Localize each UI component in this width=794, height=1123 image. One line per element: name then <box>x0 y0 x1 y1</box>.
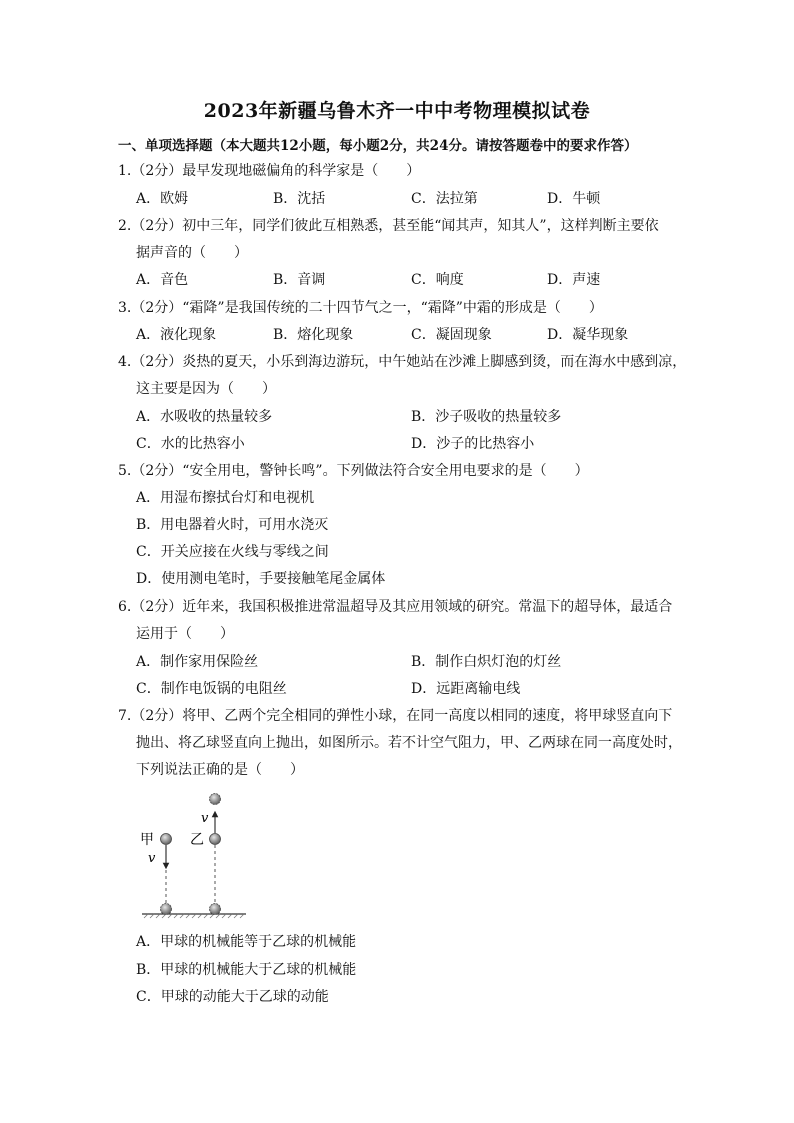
q2-option-c: C．响度 <box>411 272 464 288</box>
question-2-stem-line1: 2.（2分）初中三年，同学们彼此互相熟悉，甚至能“闻其声，知其人”，这样判断主要依 <box>118 218 659 234</box>
question-4-stem-line1: 4.（2分）炎热的夏天，小乐到海边游玩，中午她站在沙滩上脚感到烫，而在海水中感到凉， <box>118 354 687 370</box>
label-yi: 乙 <box>190 832 204 848</box>
question-5-stem: 5.（2分）“安全用电，警钟长鸣”。下列做法符合安全用电要求的是（ ） <box>118 463 589 479</box>
q1-option-a: A．欧姆 <box>136 191 189 207</box>
question-7-stem-line3: 下列说法正确的是（ ） <box>136 762 304 778</box>
q2-option-d: D．声速 <box>547 272 601 288</box>
q7-figure-svg <box>128 786 258 926</box>
q5-option-a: A．用湿布擦拭台灯和电视机 <box>136 490 315 506</box>
q7-option-c: C．甲球的动能大于乙球的动能 <box>136 989 329 1005</box>
q5-option-c: C．开关应接在火线与零线之间 <box>136 544 329 560</box>
q4-option-b: B．沙子吸收的热量较多 <box>411 409 562 425</box>
q3-option-a: A．液化现象 <box>136 327 217 343</box>
q4-option-c: C．水的比热容小 <box>136 436 245 452</box>
q6-option-b: B．制作白炽灯泡的灯丝 <box>411 654 562 670</box>
q3-option-c: C．凝固现象 <box>411 327 492 343</box>
label-jia: 甲 <box>140 832 154 848</box>
q5-option-b: B．用电器着火时，可用水浇灭 <box>136 517 329 533</box>
ball-jia <box>161 834 172 845</box>
q2-option-a: A．音色 <box>136 272 189 288</box>
q6-option-c: C．制作电饭锅的电阻丝 <box>136 681 287 697</box>
q6-option-d: D．远距离输电线 <box>411 681 521 697</box>
q7-option-a: A．甲球的机械能等于乙球的机械能 <box>136 934 357 950</box>
question-7-stem-line1: 7.（2分）将甲、乙两个完全相同的弹性小球，在同一高度以相同的速度，将甲球竖直向下 <box>118 708 673 724</box>
question-7-stem-line2: 抛出、将乙球竖直向上抛出，如图所示。若不计空气阻力，甲、乙两球在同一高度处时， <box>136 735 682 751</box>
question-2-stem-line2: 据声音的（ ） <box>136 245 248 261</box>
q7-option-b: B．甲球的机械能大于乙球的机械能 <box>136 962 357 978</box>
q2-option-b: B．音调 <box>273 272 326 288</box>
q7-figure <box>128 786 258 926</box>
page-title: 2023年新疆乌鲁木齐一中中考物理模拟试卷 <box>203 100 591 122</box>
question-6-stem-line1: 6.（2分）近年来，我国积极推进常温超导及其应用领域的研究。常温下的超导体，最适合 <box>118 599 673 615</box>
q3-option-d: D．凝华现象 <box>547 327 629 343</box>
question-6-stem-line2: 运用于（ ） <box>136 626 234 642</box>
question-4-stem-line2: 这主要是因为（ ） <box>136 381 276 397</box>
q1-option-b: B．沈括 <box>273 191 326 207</box>
ground <box>142 914 246 918</box>
q5-option-d: D．使用测电笔时，手要接触笔尾金属体 <box>136 571 386 587</box>
velocity-label-yi: v <box>201 811 209 826</box>
q4-option-a: A．水吸收的热量较多 <box>136 409 273 425</box>
q3-option-b: B．熔化现象 <box>273 327 354 343</box>
ball-jia-ground <box>161 904 172 915</box>
question-1-stem: 1.（2分）最早发现地磁偏角的科学家是（ ） <box>118 163 421 179</box>
q6-option-a: A．制作家用保险丝 <box>136 654 259 670</box>
q1-option-d: D．牛顿 <box>547 191 601 207</box>
question-3-stem: 3.（2分）“霜降”是我国传统的二十四节气之一，“霜降”中霜的形成是（ ） <box>118 300 603 316</box>
ball-yi-ground <box>210 904 221 915</box>
velocity-label-jia: v <box>148 851 156 866</box>
ball-yi <box>210 834 221 845</box>
section-heading: 一、单项选择题（本大题共12小题，每小题2分，共24分。请按答题卷中的要求作答） <box>118 138 638 154</box>
q4-option-d: D．沙子的比热容小 <box>411 436 535 452</box>
ball-yi-top <box>210 794 221 805</box>
q1-option-c: C．法拉第 <box>411 191 478 207</box>
